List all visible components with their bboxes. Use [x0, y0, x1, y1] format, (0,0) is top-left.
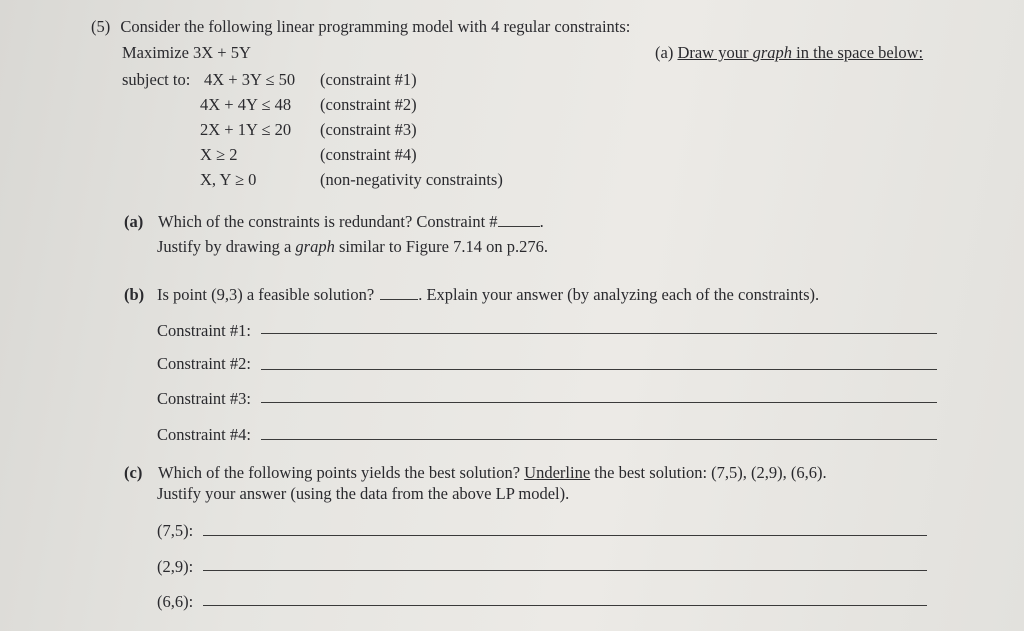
objective-function: Maximize 3X + 5Y	[122, 43, 251, 62]
part-c-justify: Justify your answer (using the data from the above LP model).	[157, 484, 570, 503]
part-b-answer-blank[interactable]	[380, 299, 418, 300]
part-c-question-post: the best solution: (7,5), (2,9), (6,6).	[590, 463, 827, 482]
constraint-3-expr: 2X + 1Y ≤ 20	[200, 120, 292, 139]
problem-intro: Consider the following linear programming model with 4 regular constraints:	[120, 17, 631, 36]
part-b-question	[157, 285, 819, 305]
subject-to-label: subject to:	[122, 70, 191, 89]
draw-instruction-graph: graph	[752, 43, 793, 62]
part-a-justify-suffix: similar to Figure 7.14 on p.276.	[334, 237, 548, 256]
constraint-4-row-label: Constraint #4:	[157, 425, 251, 444]
point-7-5-answer-line[interactable]	[203, 535, 927, 536]
part-c-question-pre: Which of the following points yields the best solution?	[158, 463, 525, 482]
part-a-justify	[157, 237, 548, 257]
constraint-4-label: (constraint #4)	[320, 145, 417, 164]
constraint-1-row-label: Constraint #1:	[157, 321, 251, 340]
point-2-9-answer-line[interactable]	[203, 570, 927, 571]
part-b-question-text: Is point (9,3) a feasible solution?	[157, 285, 375, 304]
problem-number: (5)	[91, 17, 111, 36]
draw-instruction-text: Draw your	[677, 43, 753, 62]
constraint-2-label: (constraint #2)	[320, 95, 417, 114]
constraint-4-expr: X ≥ 2	[200, 145, 238, 164]
part-a-question-text: Which of the constraints is redundant? Constraint #	[158, 212, 498, 231]
part-a-justify-prefix: Justify by drawing a	[157, 237, 296, 256]
draw-instruction-suffix: in the space below:	[792, 43, 924, 62]
part-a-label: (a)	[124, 212, 144, 231]
part-c-underline-word: Underline	[524, 463, 591, 482]
constraint-1-label: (constraint #1)	[320, 70, 417, 89]
constraint-3-answer-line[interactable]	[261, 402, 937, 403]
point-7-5-label: (7,5):	[157, 521, 194, 540]
problem-header	[91, 17, 630, 37]
point-2-9-label: (2,9):	[157, 557, 194, 576]
constraint-2-answer-line[interactable]	[261, 369, 937, 370]
nonneg-label: (non-negativity constraints)	[320, 170, 503, 189]
constraint-2-expr: 4X + 4Y ≤ 48	[200, 95, 292, 114]
part-c-label: (c)	[124, 463, 143, 482]
draw-instruction-link	[677, 43, 923, 62]
draw-instruction	[655, 43, 923, 63]
part-a-question: Which of the constraints is redundant? Constraint # .	[158, 212, 544, 231]
part-b-explain: . Explain your answer (by analyzing each of the constraints).	[418, 285, 820, 304]
constraint-3-label: (constraint #3)	[320, 120, 417, 139]
constraint-4-answer-line[interactable]	[261, 439, 937, 440]
constraint-3-row-label: Constraint #3:	[157, 389, 251, 408]
part-c-question	[158, 463, 827, 483]
nonneg-expr: X, Y ≥ 0	[200, 170, 257, 189]
part-a-answer-blank[interactable]	[498, 226, 540, 227]
point-6-6-label: (6,6):	[157, 592, 194, 611]
part-b-label: (b)	[124, 285, 145, 304]
constraint-2-row-label: Constraint #2:	[157, 354, 251, 373]
draw-instruction-prefix: (a)	[655, 43, 674, 62]
constraint-1-expr: 4X + 3Y ≤ 50	[204, 70, 296, 89]
point-6-6-answer-line[interactable]	[203, 605, 927, 606]
constraint-1-answer-line[interactable]	[261, 333, 937, 334]
part-a-justify-graph: graph	[295, 237, 335, 256]
